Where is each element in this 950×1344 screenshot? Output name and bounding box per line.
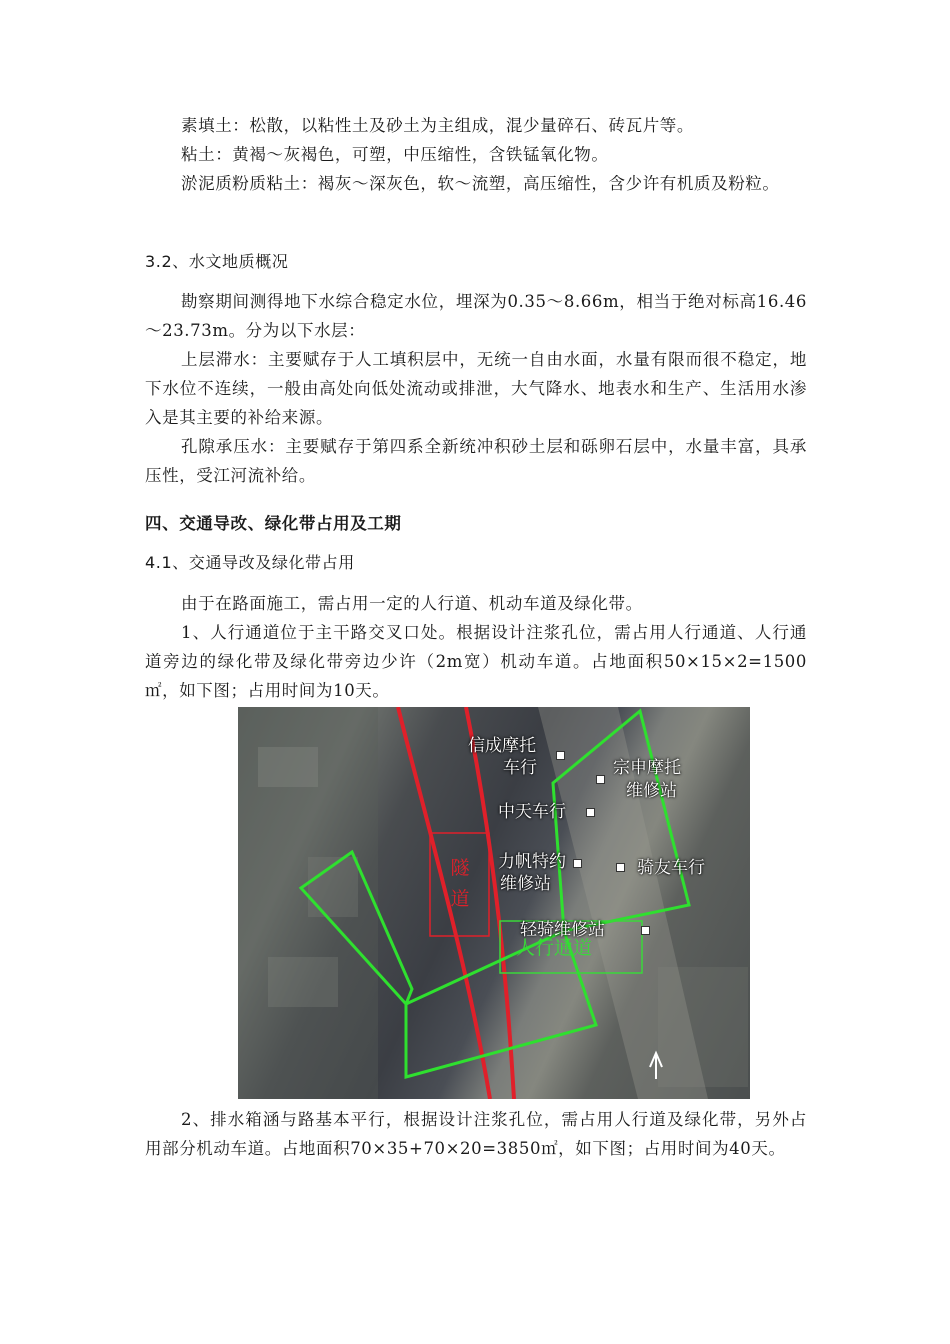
poi-marker-icon	[586, 808, 595, 817]
paragraph-clay: 粘土：黄褐～灰褐色，可塑，中压缩性，含铁锰氧化物。	[181, 145, 609, 164]
tunnel-label-char-1: 隧	[450, 857, 470, 879]
poi-label-lifan-2: 维修站	[500, 874, 551, 894]
poi-label-xincheng-2: 车行	[503, 758, 537, 778]
poi-marker-icon	[573, 859, 582, 868]
building-patch	[258, 747, 318, 787]
paragraph-intro-4-1: 由于在路面施工，需占用一定的人行道、机动车道及绿化带。	[181, 594, 643, 613]
paragraph-fill-soil: 素填土：松散，以粘性土及砂土为主组成，混少量碎石、砖瓦片等。	[181, 116, 694, 135]
paragraph-groundwater: 勘察期间测得地下水综合稳定水位，埋深为0.35～8.66m，相当于绝对标高16.46～23.73m。分为以下水层：	[145, 292, 807, 340]
paragraph-item-1: 1、人行通道位于主干路交叉口处。根据设计注浆孔位，需占用人行通道、人行通道旁边的绿化带及绿化带旁边少许（2m宽）机动车道。占地面积50×15×2=1500㎡，如下图；占用时间为10天。	[145, 623, 807, 700]
poi-label-qingqi: 轻骑维修站	[520, 920, 605, 940]
paragraph-perched-water: 上层滞水：主要赋存于人工填积层中，无统一自由水面，水量有限而很不稳定，地下水位不连续，一般由高处向低处流动或排泄，大气降水、地表水和生产、生活用水渗入是其主要的补给来源。	[145, 350, 807, 427]
poi-marker-icon	[641, 926, 650, 935]
paragraph-silty-clay: 淤泥质粉质粘土：褐灰～深灰色，软～流塑，高压缩性，含少许有机质及粉粒。	[181, 174, 780, 193]
paragraph-item-2: 2、排水箱涵与路基本平行，根据设计注浆孔位，需占用人行道及绿化带，另外占用部分机动车道。占地面积70×35+70×20=3850㎡，如下图；占用时间为40天。	[145, 1110, 807, 1158]
satellite-map-figure	[238, 707, 750, 1099]
building-patch	[268, 957, 338, 1007]
walkway-label: 人行通道	[516, 937, 593, 959]
section-heading-4-1: 4.1、交通导改及绿化带占用	[145, 553, 355, 572]
poi-marker-icon	[596, 775, 605, 784]
tunnel-label-char-2: 道	[450, 888, 470, 910]
poi-label-zongshen-2: 维修站	[626, 781, 677, 801]
poi-label-zongshen-1: 宗申摩托	[613, 758, 681, 778]
paragraph-pore-water: 孔隙承压水：主要赋存于第四系全新统冲积砂土层和砾卵石层中，水量丰富，具承压性，受江河流补给。	[145, 437, 807, 485]
poi-marker-icon	[556, 751, 565, 760]
poi-label-qiyou: 骑友车行	[637, 858, 705, 878]
section-heading-3-2: 3.2、水文地质概况	[145, 252, 289, 271]
section-heading-4: 四、交通导改、绿化带占用及工期	[145, 514, 402, 533]
poi-label-lifan-1: 力帆特约	[498, 852, 566, 872]
poi-label-xincheng-1: 信成摩托	[468, 736, 536, 756]
poi-label-zhongtian: 中天车行	[498, 802, 566, 822]
poi-marker-icon	[616, 863, 625, 872]
